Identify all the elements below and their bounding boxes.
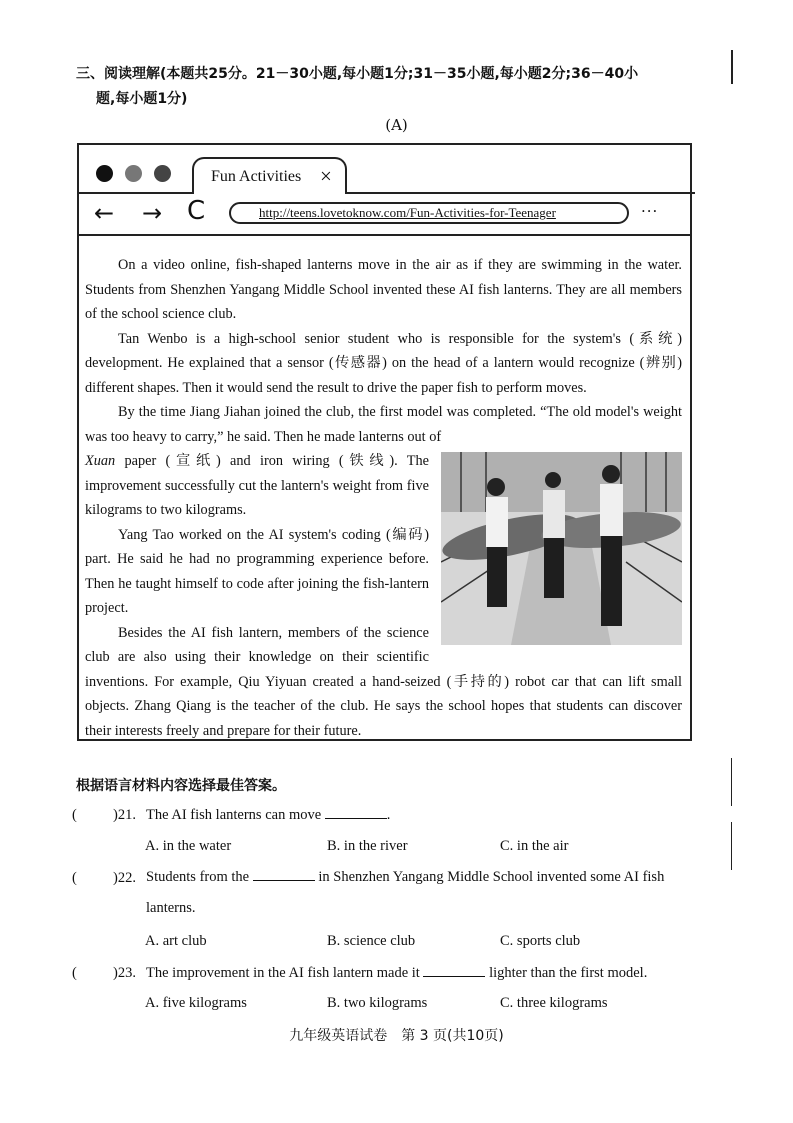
option-b[interactable]: B. science club <box>327 933 416 949</box>
option-c[interactable]: C. three kilograms <box>500 995 608 1011</box>
question-number: )21. <box>113 807 136 823</box>
instruction: 根据语言材料内容选择最佳答案。 <box>76 778 286 794</box>
students-with-fish-lanterns-image <box>441 452 682 645</box>
tab-fun-activities[interactable] <box>192 157 347 194</box>
question-23 <box>72 961 697 985</box>
stem-text: The improvement in the AI fish lantern made it <box>146 965 420 981</box>
option-b[interactable]: B. two kilograms <box>327 995 428 1011</box>
answer-paren[interactable]: ( <box>72 870 77 886</box>
students-photo <box>441 452 682 645</box>
question-stem <box>146 862 698 924</box>
margin-line <box>731 822 732 870</box>
article-paragraph-2: Tan Wenbo is a high-school senior student who is responsible for the system's (系统) development. He explained that a sensor (传感器) on the head of a lantern would recognize (辨别) different shapes. Then it would send the result to drive the paper fish to perform moves. <box>85 330 682 396</box>
stem-text: Students from the <box>146 869 250 885</box>
page-footer: 九年级英语试卷 第 3 页(共10页) <box>289 1028 504 1044</box>
question-stem <box>146 803 698 827</box>
option-a[interactable]: A. five kilograms <box>145 995 247 1011</box>
margin-line <box>731 758 732 806</box>
window-dot-darkgray-icon[interactable] <box>154 165 171 182</box>
forward-arrow-icon[interactable]: → <box>142 199 163 227</box>
option-b[interactable]: B. in the river <box>327 838 408 854</box>
stem-text: The AI fish lanterns can move <box>146 807 322 823</box>
option-a[interactable]: A. art club <box>145 933 207 949</box>
question-stem <box>146 961 698 985</box>
tab-label: Fun Activities <box>211 168 302 185</box>
italic-word: Xuan <box>85 453 116 469</box>
article-body <box>85 253 682 743</box>
answer-blank <box>423 962 485 977</box>
close-icon[interactable]: × <box>320 164 332 188</box>
margin-line <box>731 50 733 84</box>
question-21 <box>72 803 697 827</box>
answer-blank <box>253 866 315 881</box>
question-number: )23. <box>113 965 136 981</box>
stem-text: . <box>386 807 391 823</box>
browser-window <box>77 143 692 741</box>
option-c[interactable]: C. sports club <box>500 933 581 949</box>
question-number: )22. <box>113 870 136 886</box>
part-label: (A) <box>385 116 408 134</box>
url-text: http://teens.lovetoknow.com/Fun-Activities-for-Teenager <box>259 205 556 220</box>
answer-blank <box>325 804 387 819</box>
article-paragraph-4: Yang Tao worked on the AI system's coding (编码) part. He said he had no programming experience before. Then he taught himself to code after joining the fish-lantern project. <box>85 526 429 616</box>
stem-text: lighter than the first model. <box>489 965 648 981</box>
browser-titlebar <box>79 145 690 193</box>
url-input[interactable] <box>229 202 629 224</box>
article-paragraph-3-start: By the time Jiang Jiahan joined the club, the first model was completed. “The old model's weight was too heavy to carry,” he said. Then he made lanterns out of <box>85 404 682 445</box>
article-paragraph-3 <box>85 400 682 449</box>
answer-paren[interactable]: ( <box>72 807 77 823</box>
stem-text: in Shenzhen Yangang Middle School invented some AI fish lanterns. <box>146 869 665 916</box>
question-22 <box>72 866 697 922</box>
reload-icon[interactable]: C <box>187 196 206 226</box>
answer-paren[interactable]: ( <box>72 965 77 981</box>
option-c[interactable]: C. in the air <box>500 838 569 854</box>
section-header-line1: 三、阅读理解(本题共25分。21－30小题,每小题1分;31－35小题,每小题2分;36－40小 <box>76 66 639 82</box>
back-arrow-icon[interactable]: ← <box>94 199 115 227</box>
article-paragraph-3-rest: paper (宣纸) and iron wiring (铁线). The improvement successfully cut the lantern's weight from five kilograms to two kilograms. <box>85 453 430 518</box>
window-dot-black-icon[interactable] <box>96 165 113 182</box>
section-header <box>76 62 706 112</box>
option-a[interactable]: A. in the water <box>145 838 232 854</box>
section-header-line2: 题,每小题1分) <box>96 91 188 107</box>
window-dot-gray-icon[interactable] <box>125 165 142 182</box>
more-icon[interactable]: ··· <box>641 202 659 220</box>
article-paragraph-1: On a video online, fish-shaped lanterns move in the air as if they are swimming in the water. Students from Shenzhen Yangang Middle School invented these AI fish lanterns. They are all members of the school science club. <box>85 257 682 322</box>
address-bar <box>79 194 690 236</box>
article-paragraph-5: Besides the AI fish lantern, members of the science club are also using their knowledge on their scientific inventions. For example, Qiu Yiyuan created a hand-seized (手持的) robot car that can lift small objects. Zhang Qiang is the teacher of the club. He says the school hopes that students can discover their interests freely and prepare for their future. <box>85 624 682 739</box>
